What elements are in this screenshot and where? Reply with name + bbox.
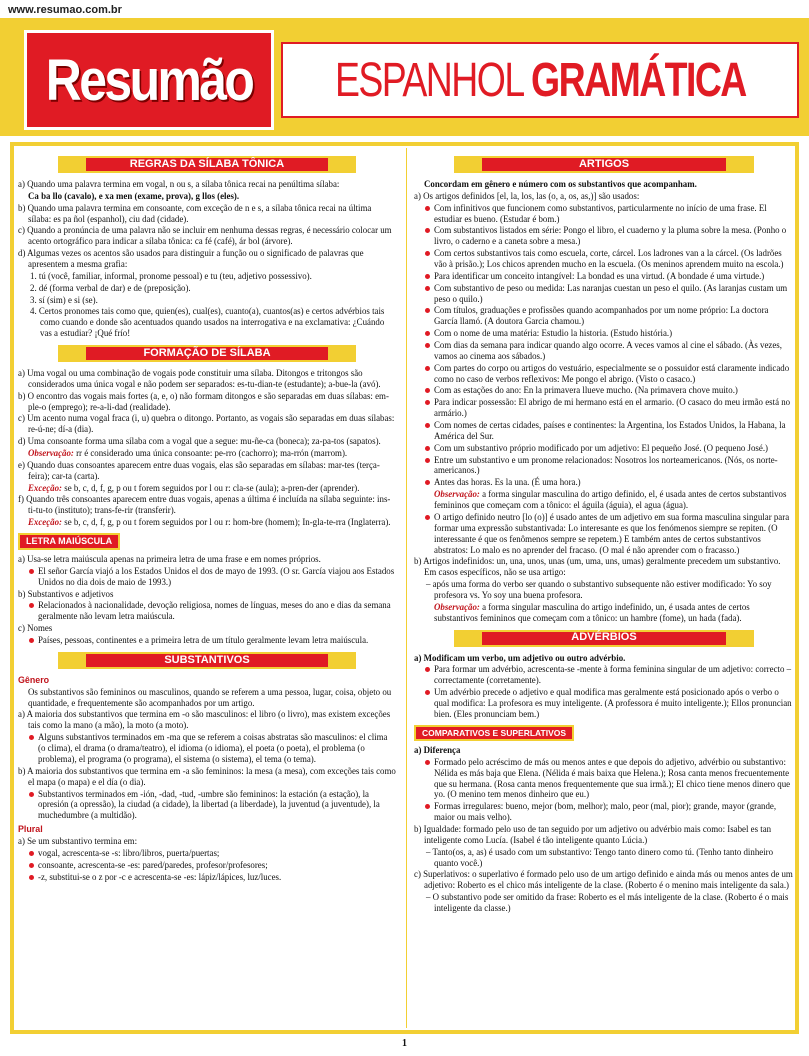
artigos-bullet-6: Com títulos, graduações e profissões quando acompanhados por um nome próprio: La doctora García llamó. (A doutora Garcia chamou.): [414, 305, 794, 327]
artigos-bullet-1: Com infinitivos que funcionem como substantivos, particularmente no início de uma frase. El estudiar es bueno. (Estudar é bom.): [414, 203, 794, 225]
adverbios-a: a) Modificam um verbo, um adjetivo ou outro advérbio.: [414, 652, 626, 663]
maiuscula-a: a) Usa-se letra maiúscula apenas na primeira letra de uma frase e em nomes próprios.: [18, 554, 321, 565]
section-header-comparativos: COMPARATIVOS E SUPERLATIVOS: [414, 721, 794, 745]
artigos-b: b) Artigos indefinidos: un, una, unos, unas (um, uma, uns, umas) geralmente precedem um substantivo. Em casos específicos, não se usa artigo:: [414, 556, 781, 578]
silaba-e: e) Quando duas consoantes aparecem entre duas vogais, elas são separadas em sílabas: mar-tes (terça-feira); car-ta (carta).: [18, 459, 380, 481]
maiuscula-b-bullet: Relacionados à nacionalidade, devoção religiosa, nomes de línguas, meses do ano e dias da semana geralmente não levam letra maiúscula.: [18, 600, 396, 622]
adverbios-bullet-1: Para formar um advérbio, acrescenta-se -mente à forma feminina singular de um adjetivo: correcto – correctamente (corretamente).: [414, 664, 794, 686]
rule-a: a) Quando uma palavra termina em vogal, n ou s, a sílaba tônica recai na penúltima sílaba:: [18, 179, 340, 189]
page-title: [281, 42, 799, 118]
rule-b: b) Quando uma palavra termina em consoante, com exceção de n e s, a sílaba tônica recai na última sílaba: es pa ñol (espanhol), ciu dad (cidade).: [18, 202, 372, 224]
artigos-obs-1: Observação: a forma singular masculina do artigo definido, el, é usada antes de certos substantivos femininos que começam com a tônico: el águila (águia), el agua (água).: [434, 489, 787, 511]
section-header-substantivos: SUBSTANTIVOS: [18, 652, 396, 669]
rule-d-2: 2. dé (forma verbal de dar) e de (preposição).: [30, 282, 191, 293]
silaba-b: b) O encontro das vogais mais fortes (a, e, o) não formam ditongos e são separadas em duas sílabas: em-ple-o (emprego); re-a-li-dad (realidade).: [18, 390, 389, 412]
rule-c: c) Quando a pronúncia de uma palavra não se incluir em nenhuma dessas regras, é necessário colocar um acento ortográfico para indicar a sílaba tônica: ca fé (café), ár bol (árvore).: [18, 225, 392, 247]
section-header-artigos: ARTIGOS: [414, 156, 794, 173]
maiuscula-a-bullet: El señor García viajó a los Estados Unidos el dos de mayo de 1993. (O sr. García viajou aos Estados Unidos no dia dois de maio de 1993.): [18, 566, 396, 588]
artigos-obs-2: Observação: a forma singular masculina do artigo indefinido, un, é usada antes de certos substantivos femininos que começam com a tônico: un hambre (fome), un hada (fada).: [434, 601, 750, 623]
rule-d-4: 4. Certos pronomes tais como que, quien(es), cual(es), cuanto(a), cuantos(as) e certos advérbios tais como cuando e donde são acentuados quando usados na interrogativa e na exclamativa: ¿Cuándo vas a estudiar? ¡Qué frío!: [30, 306, 385, 339]
artigos-bullet-4: Para identificar um conceito intangível: La bondad es una virtud. (A bondade é uma virtude.): [414, 271, 794, 282]
artigos-bullet-13: Com um substantivo próprio modificado por um adjetivo: El pequeño José. (O pequeno José.): [414, 443, 794, 454]
silaba-f: f) Quando três consoantes aparecem entre duas vogais, apenas a última é incluída na sílaba seguinte: ins-ti-tu-to (instituto); trans-fe-rir (transferir).: [18, 494, 391, 516]
right-column: [414, 150, 794, 915]
plural-bullet-2: consoante, acrescenta-se -es: pared/paredes, profesor/profesores;: [18, 860, 396, 871]
section-header-adverbios: ADVÉRBIOS: [414, 630, 794, 647]
silaba-a: a) Uma vogal ou uma combinação de vogais pode constituir uma sílaba. Ditongos e tritongos são considerados uma única vogal e não podem ser separados: es-tu-dian-te (estudante); a-bue-la (avó).: [18, 368, 381, 389]
comparativos-bullet-2: Formas irregulares: bueno, mejor (bom, melhor); malo, peor (mal, pior); grande, mayor (grande, maior ou mais velho).: [414, 801, 794, 823]
artigos-bullet-9: Com partes do corpo ou artigos do vestuário, especialmente se o possuidor está claramente indicado como no caso de verbos reflexivos: Me pongo el abrigo. (Visto o casaco.): [414, 363, 794, 385]
silaba-c: c) Um acento numa vogal fraca (i, u) quebra o ditongo. Portanto, as vogais são separadas em duas sílabas: re-ú-ne; dí-a (dia).: [18, 413, 395, 435]
plural-label: Plural: [18, 824, 43, 835]
rule-d: d) Algumas vezes os acentos são usados para distinguir a função ou o significado de palavras que apresentem a mesma grafia:: [18, 248, 364, 270]
artigos-b-dash: – após uma forma do verbo ser quando o substantivo subsequente não estiver modificado: Yo soy profesora vs. Yo soy una buena profesora.: [426, 579, 772, 600]
brand-logo: Resumão: [24, 30, 274, 130]
rule-d-3: 3. sí (sim) e si (se).: [30, 294, 98, 305]
artigos-intro: Concordam em gênero e número com os substantivos que acompanham.: [424, 179, 697, 189]
artigos-bullet-5: Com substantivo de peso ou medida: Las naranjas cuestan un peso el quilo. (As laranjas custam um peso o quilo.): [414, 283, 794, 305]
comparativos-bullet-1: Formado pelo acréscimo de más ou menos antes e que depois do adjetivo, advérbio ou substantivo: Nélida es más baja que Elena. (Nélida é mais baixa que Helena.); Rosa canta menos frecuentemente que su hermana. (Rosa canta menos frequentemente que sua irmã.); El chico tiene menos dinero que yo. (O menino tem menos dinheiro que eu.): [414, 757, 794, 800]
column-divider: [406, 148, 407, 1028]
silaba-d-obs: Observação: rr é considerado uma única consoante: pe-rro (cachorro); ma-rrón (marrom).: [28, 448, 348, 459]
genero-intro: Os substantivos são femininos ou masculinos, quando se referem a uma pessoa, lugar, coisa, objeto ou quantidade, e frequentemente são acompanhados por um artigo.: [28, 686, 392, 708]
silaba-f-exc: Exceção: se b, c, d, f, g, p ou t forem seguidos por l ou r: hom-bre (homem); In-gla-te-rra (Inglaterra).: [28, 517, 391, 528]
genero-a: a) A maioria dos substantivos que termina em -o são masculinos: el libro (o livro), mas existem exceções tais como la mano (a mão), la moto (a moto).: [18, 709, 391, 731]
title-bold: GRAMÁTICA: [530, 53, 746, 107]
site-url[interactable]: www.resumao.com.br: [8, 4, 122, 16]
genero-a-bullet: Alguns substantivos terminados em -ma que se referem a coisas abstratas são masculinos: el clima (o clima), el drama (o drama/teatro), el idioma (o idioma), el poeta (o poeta), el problema (o problema), el programa (o programa), el sistema (o sistema), el tema (o tema).: [18, 732, 396, 765]
comparativos-c: c) Superlativos: o superlativo é formado pelo uso de um artigo definido e ainda más ou menos antes de um adjetivo: Roberto es el chico más inteligente de la clase. (Roberto é o menino mais inteligente da sala.): [414, 869, 793, 891]
comparativos-c-dash: – O substantivo pode ser omitido da frase: Roberto es el más inteligente de la clase. (Roberto é o mais inteligente da classe.): [426, 892, 789, 914]
plural-a: a) Se um substantivo termina em:: [18, 835, 138, 846]
artigos-bullet-11: Para indicar possessão: El abrigo de mi hermano está en el armario. (O casaco do meu irmão está no armário.): [414, 397, 794, 419]
section-header-formacao-silaba: FORMAÇÃO DE SÍLABA: [18, 345, 396, 362]
comparativos-b: b) Igualdade: formado pelo uso de tan seguido por um adjetivo ou advérbio mais como: Isabel es tan inteligente como Lucía. (Isabel é tão inteligente quanto Lúcia.): [414, 824, 772, 845]
title-light: ESPANHOL: [334, 53, 522, 107]
left-column: [18, 150, 396, 883]
artigos-bullet-8: Com dias da semana para indicar quando algo ocorre. A veces vamos al cine el sábado. (Às vezes, vamos ao cinema aos sábados.): [414, 340, 794, 362]
artigos-bullet-10: Com as estações do ano: En la primavera llueve mucho. (Na primavera chove muito.): [414, 385, 794, 396]
artigos-bullet-14: Entre um substantivo e um pronome relacionados: Nosotros los norteamericanos. (Nós, os norte-americanos.): [414, 455, 794, 477]
genero-b-bullet: Substantivos terminados em -ión, -dad, -tud, -umbre são femininos: la estación (a estação), la opresión (a opressão), la ciudad (a cidade), la libertad (a liberdade), la juventud (a juventude), la muchedumbre (a multidão).: [18, 789, 396, 822]
section-header-letra-maiuscula: LETRA MAIÚSCULA: [18, 529, 396, 554]
adverbios-bullet-2: Um advérbio precede o adjetivo e qual modifica mas geralmente está posicionado após o verbo o qual modifica: La profesora es muy inteligente. (A professora é muito inteligente.); Ellos pronuncian bien. (Eles pronunciam bem.): [414, 687, 794, 720]
silaba-d: d) Uma consoante forma uma sílaba com a vogal que a segue: mu-ñe-ca (boneca); za-pa-tos (sapatos).: [18, 436, 381, 447]
silaba-e-exc: Exceção: se b, c, d, f, g, p ou t forem seguidos por l ou r: cla-se (aula); a-pren-der (aprender).: [28, 482, 360, 493]
genero-label: Gênero: [18, 674, 50, 685]
artigos-bullet-16: O artigo definido neutro [lo (o)] é usado antes de um adjetivo em sua forma masculina singular para formar uma expressão substantivada: Lo interesante es que los fenómenos siempre se repiten. (O interessante é que os fenômenos sempre se repetem.) E também antes de certos substantivos abstratos: Lo malo es no aprender del fracaso. (O mal é não aprender com o fracasso.): [414, 512, 794, 555]
maiuscula-c-bullet: Países, pessoas, continentes e a primeira letra de um título geralmente levam letra maiúscula.: [18, 635, 396, 646]
plural-bullet-3: -z, substitui-se o z por -c e acrescenta-se -es: lápiz/lápices, luz/luces.: [18, 872, 396, 883]
maiuscula-b: b) Substantivos e adjetivos: [18, 588, 114, 599]
plural-bullet-1: vogal, acrescenta-se -s: libro/libros, puerta/puertas;: [18, 848, 396, 859]
comparativos-b-dash: – Tanto(os, a, as) é usado com um substantivo: Tengo tanto dinero como tú. (Tenho tanto dinheiro quanto você.): [426, 846, 774, 868]
artigos-bullet-15: Antes das horas. Es la una. (É uma hora.): [414, 477, 794, 488]
artigos-bullet-3: Com certos substantivos tais como escuela, corte, cárcel. Los ladrones van a la cárcel. (Os ladrões vão à prisão.); Los chicos aprenden mucho en la escuela. (Os meninos aprendem muito na escola.): [414, 248, 794, 270]
artigos-bullet-12: Com nomes de certas cidades, países e continentes: la Argentina, los Estados Unidos, la Habana, la América del Sur.: [414, 420, 794, 442]
rule-a-example: Ca ba llo (cavalo), e xa men (exame, prova), g llos (eles).: [28, 190, 240, 201]
section-header-silaba-tonica: REGRAS DA SÍLABA TÔNICA: [18, 156, 396, 173]
rule-d-1: 1. tú (você, familiar, informal, pronome pessoal) e tu (teu, adjetivo possessivo).: [30, 270, 312, 281]
page-number: 1: [402, 1038, 407, 1049]
comparativos-a: a) Diferença: [414, 745, 461, 756]
genero-b: b) A maioria dos substantivos que termina em -a são femininos: la mesa (a mesa), com exceções tais como el mapa (o mapa) e el día (o dia).: [18, 765, 396, 787]
maiuscula-c: c) Nomes: [18, 623, 53, 634]
artigos-bullet-2: Com substantivos listados em série: Pongo el libro, el cuaderno y la pluma sobre la mesa. (Ponho o livro, o caderno e a caneta sobre a mesa.): [414, 225, 794, 247]
artigos-bullet-7: Com o nome de uma matéria: Estudio la historia. (Estudo história.): [414, 328, 794, 339]
artigos-a: a) Os artigos definidos [el, la, los, las (o, a, os, as,)] são usados:: [414, 190, 640, 201]
